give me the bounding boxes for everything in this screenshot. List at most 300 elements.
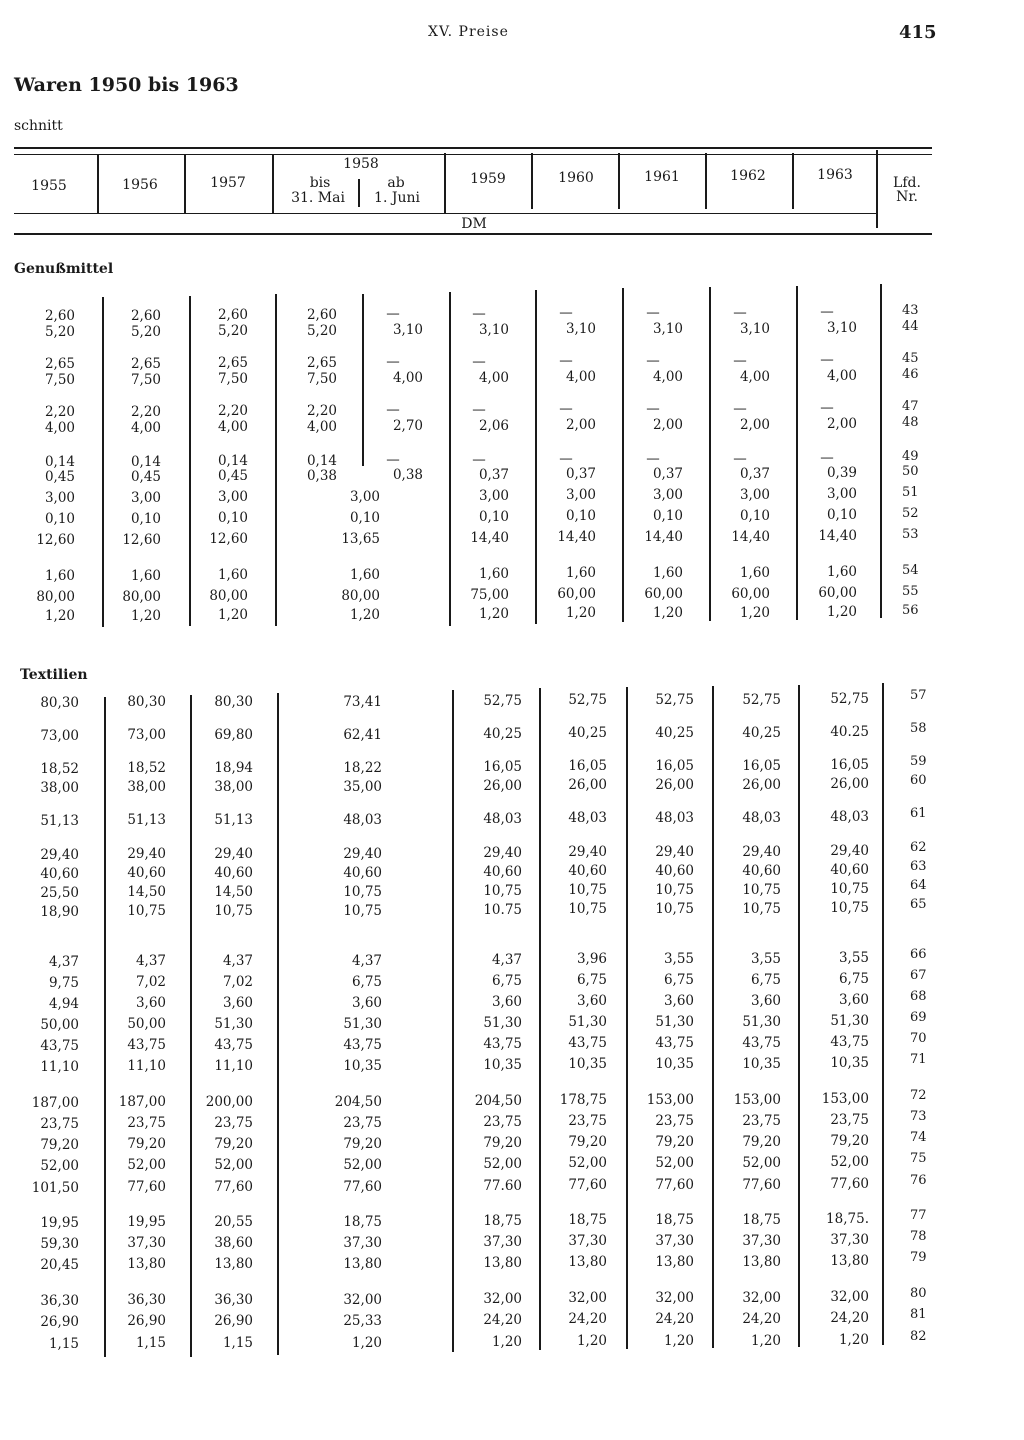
table-cell: 51,30 <box>830 1013 869 1030</box>
table-cell: 43,75 <box>568 1035 607 1052</box>
col-header-1961: 1961 <box>644 169 680 185</box>
table-cell: 11,10 <box>127 1058 166 1075</box>
row-number: 55 <box>902 584 919 599</box>
table-cell: 14,40 <box>818 528 857 545</box>
table-cell: 6,75 <box>576 972 607 989</box>
table-cell: 16,05 <box>742 757 781 774</box>
page-number: 415 <box>899 22 937 43</box>
table-cell: 14,40 <box>731 528 770 545</box>
table-cell: 10,35 <box>568 1056 607 1073</box>
row-number: 75 <box>910 1151 927 1166</box>
table-cell: 23,75 <box>127 1115 166 1132</box>
table-cell: 51,13 <box>214 812 253 828</box>
table-cell: — <box>386 402 400 419</box>
table-cell: 1,20 <box>351 1334 382 1351</box>
table-cell: 4,00 <box>130 419 161 436</box>
table-cell: 32,00 <box>568 1290 607 1307</box>
unit-rule <box>14 233 932 235</box>
table-cell: 40,60 <box>568 863 607 880</box>
table-cell: 80,30 <box>214 694 253 710</box>
table-cell: 23,75 <box>483 1113 522 1130</box>
table-cell: 10,75 <box>568 901 607 918</box>
header-divider <box>97 155 99 213</box>
table-cell: 0,10 <box>739 507 770 524</box>
table-cell: 200,00 <box>205 1094 253 1110</box>
table-cell: 3,00 <box>565 487 596 504</box>
table-cell: 62,41 <box>343 726 382 743</box>
table-cell: 0,10 <box>349 509 380 526</box>
table-cell: 77.60 <box>483 1177 522 1194</box>
table-cell: 13,80 <box>214 1256 253 1272</box>
table-cell: — <box>820 304 834 321</box>
table-cell: 16,05 <box>830 757 869 774</box>
table-cell: 10,35 <box>343 1057 382 1074</box>
table-cell: 3,60 <box>491 993 522 1010</box>
table-cell: 1,20 <box>217 607 248 623</box>
table-cell: 40,60 <box>127 865 166 882</box>
table-cell: 60,00 <box>731 585 770 602</box>
table-cell: 0,10 <box>130 510 161 527</box>
row-number: 57 <box>910 688 927 703</box>
table-cell: 3,96 <box>576 951 607 968</box>
table-cell: 23,75 <box>214 1115 253 1131</box>
col-header-1957: 1957 <box>210 175 246 191</box>
table-cell: 29,40 <box>40 847 79 863</box>
table-cell: 26,00 <box>483 777 522 794</box>
table-cell: 48,03 <box>742 809 781 826</box>
table-cell: 101,50 <box>31 1180 79 1196</box>
header-divider <box>705 153 707 209</box>
table-cell: 4,00 <box>652 369 683 385</box>
table-cell: 59,30 <box>40 1236 79 1252</box>
table-cell: 25,33 <box>343 1312 382 1329</box>
table-cell: 0,38 <box>392 467 423 484</box>
col-header-1959: 1959 <box>470 171 506 187</box>
table-cell: 80,30 <box>127 694 166 711</box>
header-divider <box>444 153 446 213</box>
table-cell: — <box>386 354 400 371</box>
table-cell: 26,00 <box>742 776 781 793</box>
row-number: 46 <box>902 367 919 382</box>
table-cell: 52,00 <box>568 1155 607 1172</box>
table-cell: 77,60 <box>655 1177 694 1193</box>
table-cell: 1,60 <box>44 568 75 584</box>
table-cell: 204,50 <box>474 1092 522 1109</box>
table-cell: 50,00 <box>127 1016 166 1033</box>
table-cell: 52,00 <box>214 1157 253 1173</box>
table-cell: 0,10 <box>652 508 683 524</box>
table-cell: 10,75 <box>655 882 694 898</box>
row-number: 45 <box>902 351 919 366</box>
running-head: XV. Preise <box>428 24 509 40</box>
table-cell: 32,00 <box>830 1289 869 1306</box>
header-divider <box>272 155 274 213</box>
table-cell: 6,75 <box>750 971 781 988</box>
table-cell: — <box>733 352 747 369</box>
table-cell: 19,95 <box>40 1215 79 1231</box>
table-cell: 1,60 <box>652 565 683 581</box>
table-cell: 23,75 <box>655 1113 694 1129</box>
table-cell: 18,52 <box>40 761 79 777</box>
table-cell: 43,75 <box>830 1034 869 1051</box>
table-cell: 7,50 <box>44 372 75 388</box>
table-cell: 178,75 <box>559 1092 607 1109</box>
table-cell: 2,20 <box>217 403 248 419</box>
table-cell: 3,00 <box>130 489 161 506</box>
table-cell: 1,15 <box>135 1335 166 1352</box>
table-cell: 10,75 <box>127 903 166 920</box>
table-cell: 16,05 <box>568 758 607 775</box>
row-number: 44 <box>902 319 919 334</box>
col-header-1958a-line2: 31. Mai <box>291 190 345 206</box>
table-cell: 73,00 <box>127 727 166 744</box>
table-top-rule <box>14 147 932 149</box>
table-cell: 4,00 <box>565 369 596 386</box>
table-cell: 14,50 <box>214 884 253 900</box>
table-cell: 38,00 <box>127 779 166 796</box>
table-cell: 23,75 <box>343 1114 382 1131</box>
row-number: 47 <box>902 399 919 414</box>
table-cell: 2,00 <box>739 416 770 433</box>
table-cell: — <box>733 400 747 417</box>
table-cell: 48,03 <box>343 811 382 828</box>
table-cell: 2,65 <box>44 356 75 372</box>
table-cell: 0,39 <box>826 465 857 482</box>
col-header-1960: 1960 <box>558 170 594 186</box>
row-number: 70 <box>910 1031 927 1046</box>
table-cell: 77,60 <box>568 1177 607 1194</box>
table-cell: 16,05 <box>655 758 694 774</box>
table-cell: 14,40 <box>644 529 683 545</box>
table-cell: 10,75 <box>343 883 382 900</box>
table-cell: 11,10 <box>40 1059 79 1075</box>
table-cell: 79,20 <box>483 1134 522 1151</box>
table-cell: 12,60 <box>122 531 161 548</box>
table-cell: 29,40 <box>214 846 253 862</box>
table-cell: 3,10 <box>565 321 596 338</box>
table-cell: — <box>646 353 660 369</box>
table-cell: — <box>472 451 486 468</box>
section-title-genussmittel: Genußmittel <box>14 261 114 277</box>
header-divider <box>792 153 794 209</box>
table-cell: 153,00 <box>733 1091 781 1108</box>
row-number: 82 <box>910 1329 927 1344</box>
table-cell: 38,00 <box>40 780 79 796</box>
header-divider <box>531 153 533 209</box>
table-cell: 13,80 <box>343 1255 382 1272</box>
table-cell: 3,10 <box>392 322 423 339</box>
table-cell: 29,40 <box>568 844 607 861</box>
year-rule <box>14 213 876 214</box>
table-cell: 11,10 <box>214 1058 253 1074</box>
col-header-1958b-line1: ab <box>387 175 405 191</box>
table-cell: — <box>733 304 747 321</box>
header-divider <box>618 153 620 209</box>
table-cell: 52,00 <box>483 1155 522 1172</box>
table-cell: 79,20 <box>568 1134 607 1151</box>
header-divider <box>184 155 186 213</box>
table-cell: 0,45 <box>217 468 248 484</box>
row-number: 69 <box>910 1010 927 1025</box>
table-cell: 3,55 <box>663 951 694 967</box>
table-cell: 4,37 <box>491 951 522 968</box>
table-cell: 0,10 <box>44 511 75 527</box>
table-cell: — <box>733 450 747 467</box>
table-cell: 79,20 <box>214 1136 253 1152</box>
table-cell: 187,00 <box>118 1094 166 1111</box>
row-number: 56 <box>902 603 919 618</box>
col-header-1955: 1955 <box>31 178 67 194</box>
table-cell: 73,00 <box>40 728 79 744</box>
table-cell: — <box>646 401 660 417</box>
column-divider <box>880 284 882 618</box>
table-cell: 2,00 <box>826 416 857 433</box>
table-cell: 5,20 <box>217 323 248 339</box>
table-cell: 38,60 <box>214 1235 253 1251</box>
table-cell: 24,20 <box>655 1311 694 1327</box>
table-cell: 32,00 <box>483 1290 522 1307</box>
table-cell: 60,00 <box>644 586 683 602</box>
col-header-1962: 1962 <box>730 168 766 184</box>
table-cell: 2,20 <box>44 404 75 420</box>
table-cell: 80,30 <box>40 695 79 711</box>
table-cell: 10,75 <box>343 902 382 919</box>
table-cell: 18,90 <box>40 904 79 920</box>
table-cell: 43,75 <box>343 1036 382 1053</box>
table-cell: 1,20 <box>826 604 857 621</box>
table-cell: 32,00 <box>742 1289 781 1306</box>
row-number: 53 <box>902 527 919 542</box>
table-cell: 24,20 <box>568 1311 607 1328</box>
table-cell: 1,20 <box>576 1333 607 1350</box>
row-number: 72 <box>910 1088 927 1103</box>
table-cell: 38,00 <box>214 779 253 795</box>
table-cell: 43,75 <box>127 1037 166 1054</box>
table-cell: 1,20 <box>652 605 683 621</box>
table-cell: 6,75 <box>663 972 694 988</box>
table-cell: 1,15 <box>48 1336 79 1352</box>
table-cell: 43,75 <box>214 1037 253 1053</box>
table-cell: 4,00 <box>44 420 75 436</box>
table-cell: 29,40 <box>830 843 869 860</box>
table-cell: 0,38 <box>306 467 337 484</box>
row-number: 48 <box>902 415 919 430</box>
table-cell: 3,10 <box>826 320 857 337</box>
table-cell: 48,03 <box>655 810 694 826</box>
table-cell: 1,60 <box>217 567 248 583</box>
table-cell: 29,40 <box>343 845 382 862</box>
table-cell: 51,30 <box>568 1014 607 1031</box>
table-cell: 3,60 <box>750 992 781 1009</box>
table-cell: 50,00 <box>40 1017 79 1033</box>
table-cell: 18,94 <box>214 760 253 776</box>
table-cell: 79,20 <box>742 1133 781 1150</box>
table-cell: 80,00 <box>122 588 161 605</box>
table-cell: 3,60 <box>222 995 253 1011</box>
table-cell: 1,60 <box>565 565 596 582</box>
table-cell: 43,75 <box>40 1038 79 1054</box>
row-number: 50 <box>902 464 919 479</box>
table-cell: 4,37 <box>351 952 382 969</box>
table-cell: 40,25 <box>568 725 607 742</box>
table-cell: 79,20 <box>40 1137 79 1153</box>
row-number: 66 <box>910 947 927 962</box>
table-cell: — <box>472 353 486 370</box>
header-rule <box>14 154 932 155</box>
row-number: 73 <box>910 1109 927 1124</box>
table-cell: 40,25 <box>483 725 522 742</box>
table-cell: 10,35 <box>483 1056 522 1073</box>
table-cell: 40.25 <box>830 724 869 741</box>
table-cell: 4,37 <box>135 953 166 970</box>
table-cell: 4,00 <box>306 418 337 435</box>
table-cell: 7,02 <box>222 974 253 990</box>
table-cell: 10,75 <box>742 900 781 917</box>
table-cell: 29,40 <box>742 843 781 860</box>
row-number: 71 <box>910 1052 927 1067</box>
table-cell: 18,75 <box>483 1212 522 1229</box>
table-cell: 23,75 <box>830 1112 869 1129</box>
table-cell: 23,75 <box>568 1113 607 1130</box>
table-cell: 4,00 <box>392 370 423 387</box>
row-number: 64 <box>910 878 927 893</box>
page-title: Waren 1950 bis 1963 <box>14 74 239 96</box>
row-number: 80 <box>910 1286 927 1301</box>
row-number: 60 <box>910 773 927 788</box>
table-cell: 14,40 <box>557 529 596 546</box>
table-cell: 26,00 <box>655 777 694 793</box>
table-cell: 80,00 <box>341 587 380 604</box>
table-cell: 13,80 <box>483 1254 522 1271</box>
table-cell: 37,30 <box>127 1235 166 1252</box>
table-cell: 3,00 <box>217 489 248 505</box>
table-cell: 18,75 <box>742 1211 781 1228</box>
table-cell: 2,60 <box>217 307 248 323</box>
table-cell: 2,65 <box>217 355 248 371</box>
table-cell: 51,30 <box>742 1013 781 1030</box>
table-cell: 1,60 <box>478 565 509 582</box>
table-cell: 2,20 <box>306 402 337 419</box>
table-cell: 2,65 <box>306 354 337 371</box>
table-cell: 40,60 <box>214 865 253 881</box>
table-cell: 51,30 <box>343 1015 382 1032</box>
table-cell: 52,00 <box>655 1155 694 1171</box>
table-cell: 40,60 <box>343 864 382 881</box>
table-cell: 187,00 <box>31 1095 79 1111</box>
table-cell: 7,02 <box>135 974 166 991</box>
table-cell: 3,00 <box>739 486 770 503</box>
table-cell: 1,20 <box>750 1332 781 1349</box>
table-cell: 75,00 <box>470 586 509 603</box>
table-cell: 18,75. <box>826 1211 869 1228</box>
table-cell: 80,00 <box>36 589 75 605</box>
table-cell: 1,20 <box>478 605 509 622</box>
table-cell: 0,10 <box>826 507 857 524</box>
table-cell: 3,00 <box>826 486 857 503</box>
table-cell: 204,50 <box>334 1093 382 1110</box>
table-cell: 18,52 <box>127 760 166 777</box>
table-cell: 2,65 <box>130 355 161 372</box>
table-cell: 26,90 <box>40 1314 79 1330</box>
table-cell: 36,30 <box>214 1292 253 1308</box>
table-cell: — <box>559 451 573 468</box>
table-cell: — <box>472 305 486 322</box>
table-cell: 1,20 <box>44 608 75 624</box>
table-cell: 1,20 <box>663 1333 694 1349</box>
table-cell: 37,30 <box>830 1232 869 1249</box>
table-cell: 18,75 <box>655 1212 694 1228</box>
col-header-1963: 1963 <box>817 167 853 183</box>
col-header-1958: 1958 <box>343 156 379 172</box>
page-subtitle: schnitt <box>14 118 63 134</box>
row-number: 61 <box>910 806 927 821</box>
table-cell: 153,00 <box>821 1091 869 1108</box>
table-cell: 1,20 <box>739 604 770 621</box>
table-cell: 18,22 <box>343 759 382 776</box>
table-cell: 2,20 <box>130 403 161 420</box>
table-cell: 60,00 <box>818 585 857 602</box>
table-cell: 3,10 <box>739 320 770 337</box>
row-number: 79 <box>910 1250 927 1265</box>
table-cell: 37,30 <box>655 1233 694 1249</box>
table-cell: 20,45 <box>40 1257 79 1273</box>
table-cell: 24,20 <box>830 1310 869 1327</box>
column-divider <box>277 693 279 1355</box>
table-cell: — <box>559 305 573 322</box>
table-cell: 10,35 <box>742 1055 781 1072</box>
table-cell: 29,40 <box>655 844 694 860</box>
row-number: 67 <box>910 968 927 983</box>
table-cell: 10.75 <box>483 901 522 918</box>
table-cell: 2,60 <box>44 308 75 324</box>
table-cell: 32,00 <box>655 1290 694 1306</box>
row-number: 54 <box>902 563 919 578</box>
table-cell: 43,75 <box>655 1035 694 1051</box>
table-cell: 79,20 <box>127 1136 166 1153</box>
table-cell: 0,14 <box>306 452 337 469</box>
table-cell: 13,80 <box>742 1253 781 1270</box>
table-cell: 1,60 <box>349 566 380 583</box>
header-divider <box>876 150 878 228</box>
table-cell: 37,30 <box>343 1234 382 1251</box>
table-cell: 6,75 <box>351 973 382 990</box>
row-number: 68 <box>910 989 927 1004</box>
table-cell: 10,75 <box>742 881 781 898</box>
row-number: 78 <box>910 1229 927 1244</box>
table-cell: 3,00 <box>44 490 75 506</box>
table-cell: 10,75 <box>483 882 522 899</box>
table-cell: 0,10 <box>217 510 248 526</box>
table-cell: 40,60 <box>830 862 869 879</box>
row-number: 58 <box>910 721 927 736</box>
table-cell: 3,00 <box>478 487 509 504</box>
table-cell: 0,14 <box>130 453 161 470</box>
table-cell: 52,00 <box>40 1158 79 1174</box>
table-cell: 52,00 <box>830 1154 869 1171</box>
table-cell: 4,00 <box>217 419 248 435</box>
table-cell: 52,75 <box>568 692 607 709</box>
table-cell: 37,30 <box>742 1232 781 1249</box>
table-cell: 13,65 <box>341 530 380 547</box>
table-cell: 0,10 <box>565 508 596 525</box>
table-cell: — <box>472 401 486 418</box>
table-cell: — <box>559 353 573 370</box>
table-cell: 3,55 <box>750 950 781 967</box>
table-cell: 10,75 <box>830 900 869 917</box>
table-cell: 51,30 <box>483 1014 522 1031</box>
table-cell: 40,60 <box>483 863 522 880</box>
table-cell: 5,20 <box>130 323 161 340</box>
